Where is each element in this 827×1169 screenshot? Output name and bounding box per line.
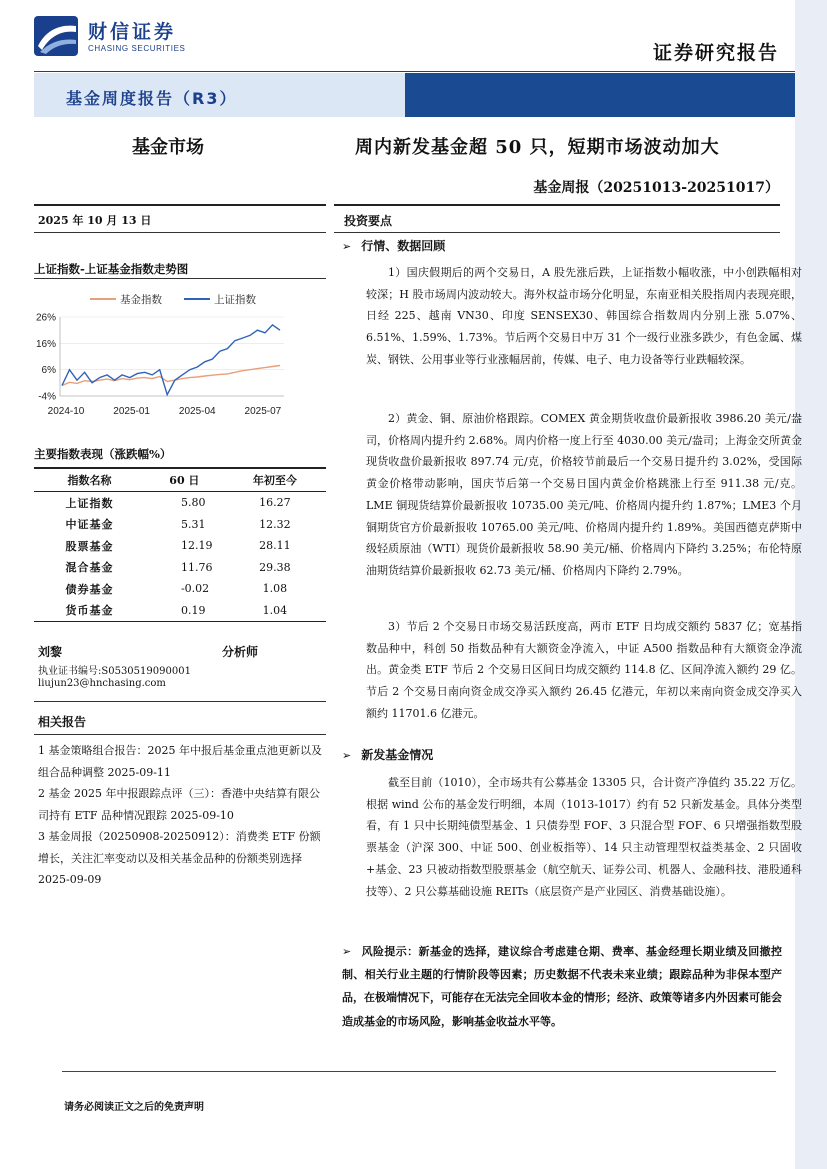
value-60d: 11.76 [180, 560, 213, 574]
footer-divider [62, 1071, 776, 1072]
index-name: 中证基金 [65, 518, 114, 532]
value-60d: 5.31 [180, 517, 206, 531]
col-header-name: 指数名称 [34, 468, 145, 492]
left-top-rule [34, 204, 326, 206]
x-tick-label: 2025-07 [244, 406, 282, 417]
value-ytd: 29.38 [259, 560, 291, 574]
arrow-bullet-icon: ➢ [342, 749, 352, 762]
value-60d: 0.19 [145, 600, 224, 622]
investment-highlights-title: 投资要点 [344, 214, 393, 228]
risk-text: 风险提示：新基金的选择，建议综合考虑建仓期、费率、基金经理长期业绩及回撤控制、相关行业主题的行情阶段等因素；历史数据不代表未来业绩；跟踪品种为非保本型产品，在极端情况下，可能存在无法完全回收本金的情形；经济、政策等诸多内外因素可能会造成基金的市场风险，影响基金收益水平等。 [342, 945, 782, 1028]
author-name: 刘黎 [38, 645, 63, 659]
divider [334, 232, 780, 233]
value-ytd: 16.27 [259, 496, 291, 510]
related-report-link[interactable]: 2 基金 2025 年中报跟踪点评（三）：香港中央结算有限公司持有 ETF 品种情况跟踪 2025-09-10 [38, 787, 320, 822]
arrow-bullet-icon: ➢ [342, 240, 352, 253]
table-row [34, 600, 326, 622]
value-ytd: 28.11 [259, 539, 291, 553]
y-tick-label: 16% [35, 338, 56, 350]
logo-english-name: CHASING SECURITIES [88, 44, 186, 53]
chart-title: 上证指数-上证基金指数走势图 [34, 262, 189, 276]
index-name: 上证指数 [65, 496, 114, 510]
y-tick-label: -4% [38, 391, 56, 403]
legend-label-fund: 基金指数 [120, 294, 162, 306]
report-date: 2025 年 10 月 13 日 [38, 214, 152, 227]
legend-label-index: 上证指数 [214, 294, 256, 306]
right-top-rule [334, 204, 780, 206]
divider [34, 278, 326, 279]
divider [34, 701, 326, 702]
section-title: 行情、数据回顾 [361, 239, 446, 253]
value-60d: 5.80 [180, 496, 206, 510]
performance-table [34, 467, 326, 622]
arrow-bullet-icon: ➢ [342, 945, 352, 958]
section-heading [342, 746, 433, 763]
table-row [34, 535, 326, 557]
author-email[interactable]: liujun23@hnchasing.com [38, 678, 166, 689]
index-trend-chart [34, 284, 326, 426]
value-60d: -0.02 [180, 582, 210, 596]
paragraph: 2）黄金、铜、原油价格跟踪。COMEX 黄金期货收盘价最新报收 3986.20 美元/盎司，价格周内提升约 2.68%。周内价格一度上行至 4030.00 美元/盎司；上海金交所黄金现货收盘价最新报收 897.74 元/克，价格较节前最后一个交易日提升约 3.02%，受国际黄金价格带动影响，国庆节后第一个交易日国内黄金价格跳涨上行至 911.38 元/克。LME 铜现货结算价最新报收 10735.00 美元/吨、价格周内提升约 1.87%；LME3 个月铜期货官方价最新报收 10765.00 美元/吨、价格周内提升约 1.89%。美国西德克萨斯中级轻质原油（WTI）现货价最新报收 58.90 美元/桶、价格周内下降约 3.25%；布伦特原油期货结算价最新报收 62.73 美元/桶、价格周内下降约 2.79%。 [366, 412, 802, 577]
logo-icon [34, 16, 78, 56]
y-tick-label: 26% [35, 312, 56, 324]
author-certificate: 执业证书编号:S0530519090001 [38, 666, 191, 677]
x-tick-label: 2025-04 [178, 406, 216, 417]
series-line-sh-index [62, 325, 280, 395]
col-header-60d: 60 日 [145, 468, 224, 492]
series-line-fund-index [62, 366, 280, 386]
index-name: 货币基金 [34, 600, 145, 622]
section-tag: 基金市场 [132, 137, 204, 158]
banner-title: 基金周度报告（R3） [66, 89, 238, 108]
divider [34, 734, 326, 735]
header-divider [34, 71, 795, 72]
value-ytd: 1.04 [224, 600, 326, 622]
value-ytd: 12.32 [259, 517, 291, 531]
value-60d: 12.19 [180, 539, 213, 553]
disclaimer-note[interactable]: 请务必阅读正文之后的免责声明 [64, 1102, 204, 1113]
y-tick-label: 6% [41, 365, 56, 377]
chart-legend [90, 293, 256, 306]
table-row [34, 514, 326, 536]
value-ytd: 1.08 [262, 582, 288, 596]
risk-warning [342, 940, 782, 1033]
paragraph: 1）国庆假期后的两个交易日，A 股先涨后跌，上证指数小幅收涨，中小创跌幅相对较深；H 股市场周内波动较大。海外权益市场分化明显，东南亚相关股指周内表现亮眼，日经 225、越南 VN30、印度 SENSEX30、韩国综合指数周内分别上涨 5.07%、6.51%、1.59%、1.73%。节后两个交易日中万 31 个一级行业涨多跌少，有色金属、煤炭、钢铁、公用事业等行业涨幅居前，传媒、电子、电力设备等行业跌幅较深。 [366, 266, 802, 366]
paragraph: 3）节后 2 个交易日市场交易活跃度高，两市 ETF 日均成交额约 5837 亿；宽基指数品种中，科创 50 指数品种有大额资金净流入，中证 A500 指数品种有大额资金净流出。黄金类 ETF 节后 2 个交易日区间日均成交额约 114.8 亿、区间净流入额约 29 亿。节后 2 个交易日南向资金成交净买入额约 26.45 亿港元，年初以来南向资金成交净买入额约 11701.6 亿港元。 [366, 620, 802, 720]
section-title: 新发基金情况 [361, 748, 434, 762]
paragraph: 截至目前（1010），全市场共有公募基金 13305 只，合计资产净值约 35.22 万亿。根据 wind 公布的基金发行明细，本周（1013-1017）约有 52 只新发基金。具体分类型看，有 1 只中长期纯债型基金、1 只债券型 FOF、3 只混合型 FOF、6 只增强指数型股票基金（沪深 300、中证 500、创业板指等）、14 只主动管理型权益类基金、2 只固收+基金、23 只被动指数型股票基金（航空航天、证券公司、机器人、金融科技、港股通科技等）、2 只公募基础设施 REITs（底层资产是产业园区、消费基础设施）。 [366, 776, 802, 898]
col-header-ytd: 年初至今 [224, 468, 326, 492]
table-row [34, 557, 326, 579]
related-reports-list [38, 740, 326, 891]
x-tick-label: 2024-10 [47, 406, 85, 417]
table-header-row [34, 468, 326, 492]
report-type: 证券研究报告 [652, 42, 779, 64]
table-row [34, 578, 326, 600]
performance-title: 主要指数表现（涨跌幅%） [34, 447, 172, 461]
subheadline: 基金周报（20251013-20251017） [533, 180, 779, 196]
table-row [34, 492, 326, 514]
related-report-link[interactable]: 3 基金周报（20250908-20250912）：消费类 ETF 份额增长，关注汇率变动以及相关基金品种的份额类别选择 2025-09-09 [38, 830, 321, 886]
index-name: 债券基金 [65, 582, 114, 596]
index-name: 混合基金 [65, 561, 114, 575]
section-heading [342, 237, 445, 254]
author-title: 分析师 [222, 645, 259, 659]
divider [34, 232, 326, 233]
right-margin-stripe [795, 0, 827, 1169]
x-tick-label: 2025-01 [113, 406, 150, 417]
logo-chinese-name: 财信证券 [88, 21, 177, 43]
headline: 周内新发基金超 50 只，短期市场波动加大 [355, 137, 720, 158]
index-name: 股票基金 [65, 539, 114, 553]
banner-accent [405, 73, 795, 117]
related-report-link[interactable]: 1 基金策略组合报告：2025 年中报后基金重点池更新以及组合品种调整 2025-09-11 [38, 744, 322, 779]
related-reports-title: 相关报告 [38, 715, 87, 729]
